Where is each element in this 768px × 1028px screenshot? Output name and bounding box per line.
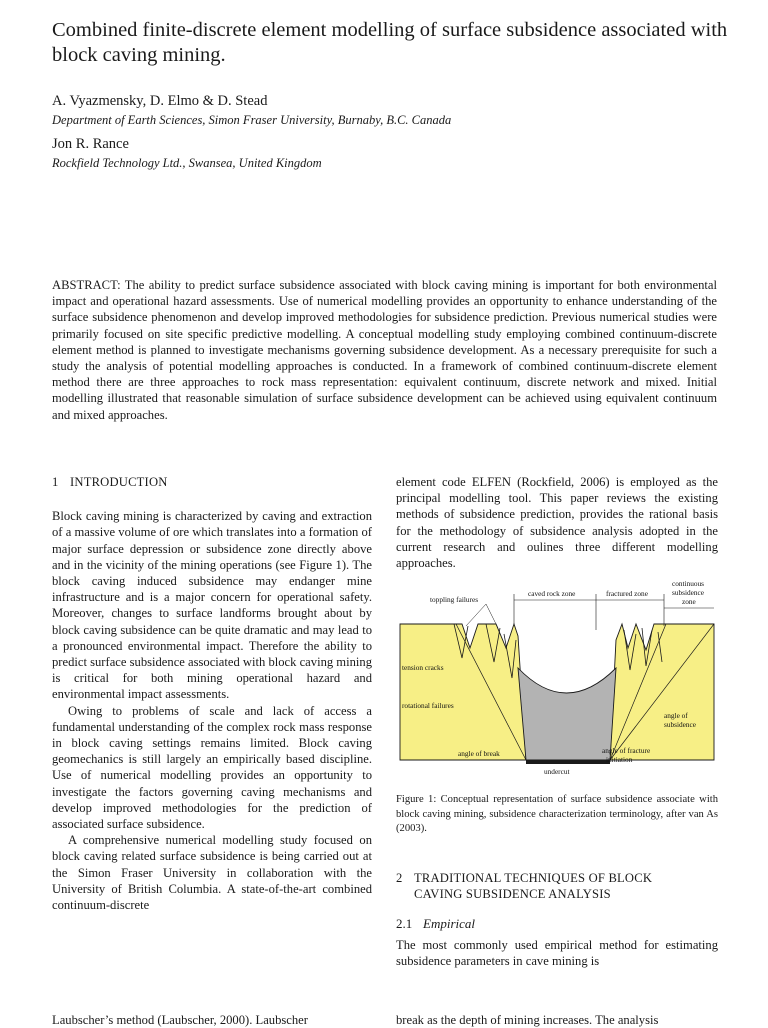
label-continuous-3: zone (682, 597, 696, 606)
section-2-1-title: Empirical (423, 916, 475, 932)
label-angle-fracture-2: initiation (606, 755, 633, 764)
right-paragraph-1: element code ELFEN (Rockfield, 2006) is employed as the principal modelling tool. This paper reviews the existing methods of subsidence prediction, provides the rational basis for the methodology of subsidence analysis adopted in the current research and oulines three different modelling approaches. (396, 475, 718, 571)
label-rotational-failures: rotational failures (402, 701, 454, 710)
abstract: ABSTRACT: The ability to predict surface subsidence associated with block caving mining is important for both environmental impact and operational hazard assessments. Use of numerical modelling provides an opportunity to enhance understanding of the surface subsidence phenomenon and develop improved methodologies for subsidence prediction. Previous numerical studies were primarily focused on site specific predictive modelling. A conceptual modelling study employing combined continuum-discrete element method is planned to investigate mechanisms governing subsidence development. As a necessary prerequisite for such a study the analysis of potential modelling approaches is conducted. In a framework of combined continuum-discrete element method there are three approaches to rock mass representation: equivalent continuum, discrete network and mixed. Initial modelling illustrated that reasonable simulation of surface subsidence development can be achieved using equivalent continuum and mixed approaches. (52, 278, 717, 422)
label-tension-cracks: tension cracks (402, 663, 444, 672)
empirical-paragraph: The most commonly used empirical method for estimating subsidence parameters in cave mining is (396, 937, 718, 968)
left-bottom-line: Laubscher’s method (Laubscher, 2000). Laubscher (52, 1013, 308, 1027)
label-angle-subsidence-1: angle of (664, 711, 688, 720)
label-angle-subsidence-2: subsidence (664, 720, 697, 729)
right-column-sections (396, 870, 718, 969)
section-1-number: 1 (52, 475, 59, 489)
intro-paragraph-2: Owing to problems of scale and lack of access a fundamental understanding of the complex rock mass response in block caving settings remains limited. Block caving geomechanics is still largely an empirically based discipline. Use of numerical modelling provides an opportunity to investigate the factors governing caving mechanisms and develop improved methodologies for the prediction of associated surface subsidence. (52, 703, 372, 832)
label-angle-of-break: angle of break (458, 749, 500, 758)
right-bottom-line: break as the depth of mining increases. The analysis (396, 1013, 659, 1027)
section-2-1-heading (396, 916, 718, 932)
undercut-level (526, 760, 610, 764)
section-1-heading (52, 474, 372, 490)
right-column-bottom (396, 1012, 718, 1028)
section-2-heading (396, 870, 718, 886)
authors-secondary: Jon R. Rance (52, 136, 129, 152)
affiliation-secondary: Rockfield Technology Ltd., Swansea, United Kingdom (52, 156, 322, 170)
label-caved-rock-zone: caved rock zone (528, 589, 576, 598)
label-continuous-1: continuous (672, 579, 705, 588)
label-continuous-2: subsidence (672, 588, 705, 597)
label-undercut: undercut (544, 767, 570, 776)
label-fractured-zone: fractured zone (606, 589, 648, 598)
intro-paragraph-3: A comprehensive numerical modelling study focused on block caving related surface subsidence is being carried out at the Simon Fraser University in collaboration with the University of British Columbia. A state-of-the-art combined continuum-discrete (52, 833, 372, 913)
section-2-number: 2 (396, 871, 403, 885)
label-toppling-failures: toppling failures (430, 595, 479, 604)
figure-1-caption: Figure 1: Conceptual representation of surface subsidence associate with block caving mining, subsidence characterization terminology, after van As (2003). (396, 794, 718, 834)
section-2-title-line-1: TRADITIONAL TECHNIQUES OF BLOCK (414, 871, 653, 885)
section-2-1-number: 2.1 (396, 916, 413, 932)
toppling-pointer-1 (466, 604, 486, 626)
authors-primary: A. Vyazmensky, D. Elmo & D. Stead (52, 93, 268, 109)
left-column (52, 474, 372, 913)
section-2-title-line-2: CAVING SUBSIDENCE ANALYSIS (414, 887, 611, 902)
right-column-top (396, 474, 718, 571)
affiliation-primary: Department of Earth Sciences, Simon Fraser University, Burnaby, B.C. Canada (52, 113, 452, 127)
left-column-bottom (52, 1012, 372, 1028)
label-angle-fracture-1: angle of fracture (602, 746, 651, 755)
figure-1-diagram (396, 578, 718, 778)
intro-paragraph-1: Block caving mining is characterized by caving and extraction of a massive volume of ore which translates into a formation of major surface depression or subsidence zone directly above and in the vicinity of the mining operations (see Figure 1). The block caving induced subsidence may endanger mine infrastructure and is a major concern for operational safety. Moreover, changes to surface landforms brought about by block caving subsidence can be quite dramatic and may lead to a pronounced environmental impact. Therefore the ability to predict surface subsidence associated with block caving mining is critical for both mining operational hazard and environmental impact assessments. (52, 509, 372, 702)
section-1-title: INTRODUCTION (70, 475, 168, 489)
section-2-heading-line-2 (396, 886, 718, 902)
paper-title: Combined finite-discrete element modelling of surface subsidence associated with block caving mining. (52, 19, 728, 66)
